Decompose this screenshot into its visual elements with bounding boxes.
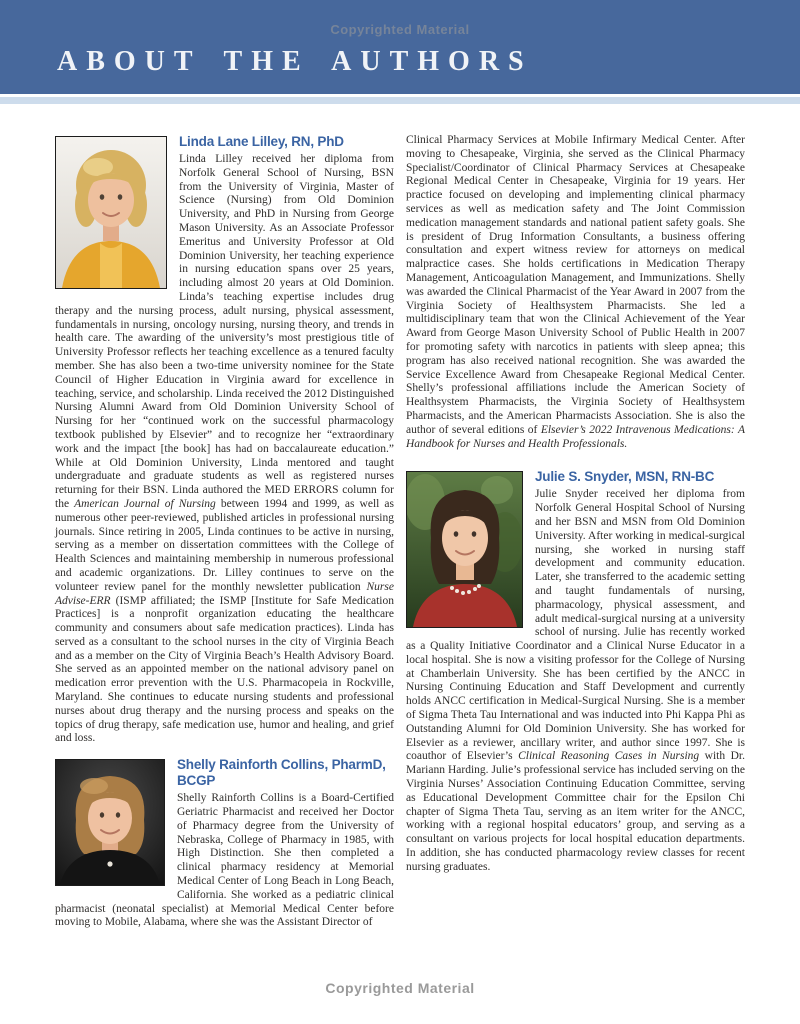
left-column <box>55 134 394 941</box>
author-section-shelly-collins <box>55 757 394 930</box>
page-header-band <box>0 0 800 94</box>
julie-snyder-photo <box>406 471 523 628</box>
author-name-julie-snyder: Julie S. Snyder, MSN, RN-BC <box>535 469 715 485</box>
content-columns <box>55 134 745 941</box>
julie-snyder-portrait-image <box>407 472 522 627</box>
page-title: ABOUT THE AUTHORS <box>57 46 533 77</box>
header-accent-strip <box>0 97 800 104</box>
right-column <box>406 134 745 941</box>
linda-lilley-portrait-image <box>56 137 166 288</box>
author-section-julie-snyder <box>406 469 745 874</box>
author-section-linda-lilley <box>55 134 394 746</box>
linda-lilley-photo <box>55 136 167 289</box>
author-bio-shelly-collins-part1: Shelly Rainforth Collins is a Board-Certified Geriatric Pharmacist and received her Doctor of Pharmacy degree from the University of Nebraska, College of Pharmacy in 1985, with High Distinction. She then completed a clinical pharmacy residency at Memorial Medical Center of Long Beach in Long Beach, California. She worked as a pediatric clinical pharmacist (neonatal specialist) at Memorial Medical Center before moving to Mobile, Alabama, where she was the Assistant Director of <box>55 792 394 929</box>
shelly-collins-portrait-image <box>56 760 164 885</box>
shelly-collins-photo <box>55 759 165 886</box>
author-name-linda-lilley: Linda Lane Lilley, RN, PhD <box>179 134 344 149</box>
author-bio-shelly-collins-part2: Clinical Pharmacy Services at Mobile Infirmary Medical Center. After moving to Chesapeake, Virginia, she served as the Clinical Pharmacy Specialist/Coordinator of Clinical Pharmacy Services at Chesapeake Regional Medical Center in Chesapeake, Virginia for 19 years. Her practice focused on developing and implementing clinical pharmacy services as well as medication safety and The Joint Commission medication management standards and national patient safety goals. She is president of Drug Information Consultants, a business offering consultation and expert witness review for attorneys on medical malpractice cases. She holds certifications in Medication Therapy Management, Anticoagulation Management, and Immunizations. Shelly was awarded the Clinical Pharmacist of the Year Award in 2007 from the Virginia Society of Healthsystem Pharmacists. She led a multidisciplinary team that won the Clinical Achievement of the Year Award from George Mason University School of Public Health in 2007 for promoting safety with narcotics in patients with sleep apnea; this program has also received national recognition. She was awarded the Service Excellence Award from Chesapeake Regional Medical Center. Shelly’s professional affiliations include the American Society of Healthsystem Pharmacists, the Virginia Society of Healthsystem Pharmacists, and the American Pharmacists Association. She is also the author of several editions of Elsevier’s 2022 Intravenous Medications: A Handbook for Nurses and Health Professionals. <box>406 134 746 450</box>
copyright-watermark-bottom: Copyrighted Material <box>325 980 475 996</box>
author-bio-linda-lilley: Linda Lilley received her diploma from Norfolk General School of Nursing, BSN from the University of Virginia, Master of Science (Nursing) from Old Dominion University, and PhD in Nursing from George Mason University. As an Associate Professor Emeritus and University Professor at Old Dominion University, her teaching experience in nursing education spans over 25 years, including almost 20 years at Old Dominion. Linda’s teaching expertise includes drug therapy and the nursing process, adult nursing, physical assessment, fundamentals in nursing, oncology nursing, nursing theory, and trends in health care. The awarding of the university’s most prestigious title of University Professor reflects her teaching excellence as a tenured faculty member. She has also been a two-time university nominee for the State Council of Higher Education in Virginia award for excellence in teaching, service, and scholarship. Linda received the 2012 Distinguished Nursing Alumni Award from Old Dominion University School of Nursing for her “continued work on the successful pharmacology textbook published by Elsevier” and to recognize her “extraordinary work and the impact [the book] has had on baccalaureate education.” While at Old Dominion University, Linda mentored and taught undergraduate and graduate students as well as registered nurses returning for their BSN. Linda authored the MED ERRORS column for the American Journal of Nursing between 1994 and 1999, as well as numerous other peer-reviewed, published articles in professional nursing journals. Since retiring in 2005, Linda continues to be active in nursing, serving as a member on dissertation committees with the College of Health Sciences and maintaining membership in numerous professional and academic organizations. Dr. Lilley continues to serve on the volunteer review panel for the monthly newsletter publication Nurse Advise-ERR (ISMP affiliated; the ISMP [Institute for Safe Medication Practices] is a nonprofit organization educating the healthcare community and consumers about safe medication practices). Linda has served as a consultant to the school nurses in the city of Virginia Beach and as a member on the City of Virginia Beach’s Health Advisory Board. She served as an appointed member on the national advisory panel on medication error prevention with the U.S. Pharmacopeia in Rockville, Maryland. She continues to educate nursing students and professional nurses about drug therapy and the nursing process and speaks on the topics of drug therapy, safe medication use, humor and healing, and grief and loss. <box>55 153 394 745</box>
copyright-watermark-top: Copyrighted Material <box>330 22 470 37</box>
author-bio-julie-snyder: Julie Snyder received her diploma from Norfolk General Hospital School of Nursing and her BSN and MSN from Old Dominion University. After working in medical-surgical nursing, she worked in nursing staff development and community education. Later, she transferred to the academic setting and taught fundamentals of nursing, pharmacology, physical assessment, and adult medical-surgical nursing at a university school of nursing. Julie has recently worked as a Quality Initiative Coordinator and a Clinical Nurse Educator in a local hospital. She is now a visiting professor for the College of Nursing at Chamberlain University. She has been certified by the ANCC in Nursing Continuing Education and Staff Development and currently holds ANCC certification in Medical-Surgical Nursing. She is a member of Sigma Theta Tau International and was inducted into Phi Kappa Phi as Outstanding Alumni for Old Dominion University. She has worked for Elsevier as a reviewer, ancillary writer, and author since 1997. She is coauthor of Elsevier’s Clinical Reasoning Cases in Nursing with Dr. Mariann Harding. Julie’s professional service has included serving on the Virginia Nurses’ Association Continuing Education Committee, serving as Educational Development Committee chair for the Epsilon Chi chapter of Sigma Theta Tau, serving as an item writer for the ANCC, working with a regional hospital educators’ group, and serving as a consultant on various projects for local hospital education departments. In addition, she has conducted pharmacology review classes for recent nursing graduates. <box>406 488 746 873</box>
author-name-shelly-collins: Shelly Rainforth Collins, PharmD, BCGP <box>177 757 386 789</box>
